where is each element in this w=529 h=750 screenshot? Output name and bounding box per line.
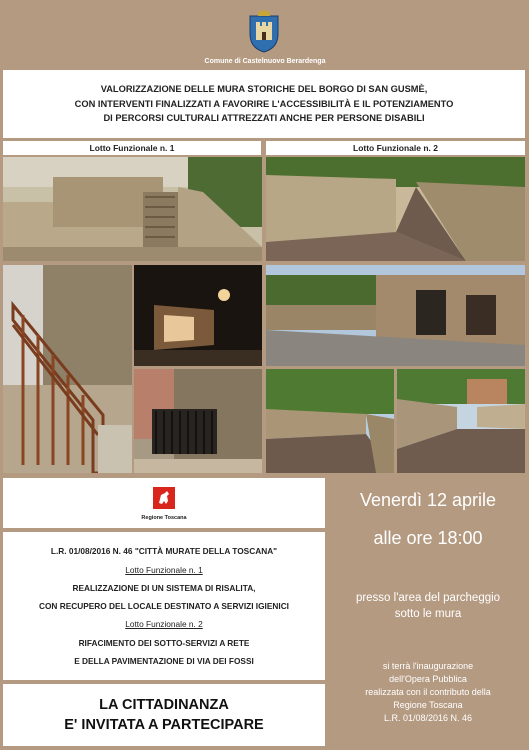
photo-lotto2-piazza: [266, 265, 525, 366]
law-description: [3, 532, 325, 680]
title-line-1: VALORIZZAZIONE DELLE MURA STORICHE DEL BORGO DI SAN GUSMÈ,: [100, 84, 428, 95]
photo-lotto1-stairs: [3, 157, 262, 261]
place-line-1: presso l'area del parcheggio: [355, 592, 501, 604]
photo-lotto1-railing: [3, 265, 132, 473]
title-line-3: DI PERCORSI CULTURALI ATTREZZATI ANCHE PER PERSONE DISABILI: [103, 113, 425, 124]
region-name: Regione Toscana: [141, 515, 187, 521]
lotto-2-label: Lotto Funzionale n. 2: [266, 141, 525, 155]
event-info: [330, 660, 526, 725]
event-date: Venerdì 12 aprile: [359, 490, 497, 510]
invitation-box: [3, 684, 325, 746]
regione-toscana-box: [3, 478, 325, 528]
project-title: [3, 70, 525, 138]
photo-lotto1-night: [134, 265, 262, 366]
info-line-5: L.R. 01/08/2016 N. 46: [383, 713, 473, 723]
coat-of-arms-icon: [246, 10, 282, 54]
lotto1-heading: Lotto Funzionale n. 1: [125, 564, 203, 575]
photo-lotto2-road-wall: [397, 369, 525, 473]
title-line-2: CON INTERVENTI FINALIZZATI A FAVORIRE L'ACCESSIBILITÀ E IL POTENZIAMENTO: [74, 98, 454, 109]
invite-line-2: E' INVITATA A PARTECIPARE: [64, 717, 264, 733]
event-place: [330, 590, 526, 622]
event-time: alle ore 18:00: [373, 528, 483, 548]
lotto2-line2: E DELLA PAVIMENTAZIONE DI VIA DEI FOSSI: [74, 655, 254, 666]
lotto-1-label: Lotto Funzionale n. 1: [3, 141, 261, 155]
invite-line-1: LA CITTADINANZA: [99, 697, 229, 713]
comune-name: Comune di Castelnuovo Berardenga: [204, 58, 326, 65]
regione-toscana-flag-icon: [151, 485, 177, 511]
comune-crest: [246, 10, 282, 54]
info-line-3: realizzata con il contributo della: [365, 687, 491, 697]
lotto1-line1: REALIZZAZIONE DI UN SISTEMA DI RISALITA,: [72, 582, 256, 593]
lotto2-heading: Lotto Funzionale n. 2: [125, 619, 203, 630]
lotto1-line2: CON RECUPERO DEL LOCALE DESTINATO A SERVIZI IGIENICI: [38, 601, 289, 611]
photo-lotto1-gate: [134, 369, 262, 473]
info-line-4: Regione Toscana: [393, 700, 463, 710]
lotto2-line1: RIFACIMENTO DEI SOTTO-SERVIZI A RETE: [78, 637, 250, 648]
place-line-2: sotto le mura: [394, 608, 462, 620]
info-line-1: si terrà l'inaugurazione: [382, 661, 474, 671]
photo-lotto2-road: [266, 157, 525, 261]
info-line-2: dell'Opera Pubblica: [389, 674, 467, 684]
photo-lotto2-road-trees: [266, 369, 394, 473]
law-title: L.R. 01/08/2016 N. 46 "CITTÀ MURATE DELLA TOSCANA": [50, 546, 278, 557]
